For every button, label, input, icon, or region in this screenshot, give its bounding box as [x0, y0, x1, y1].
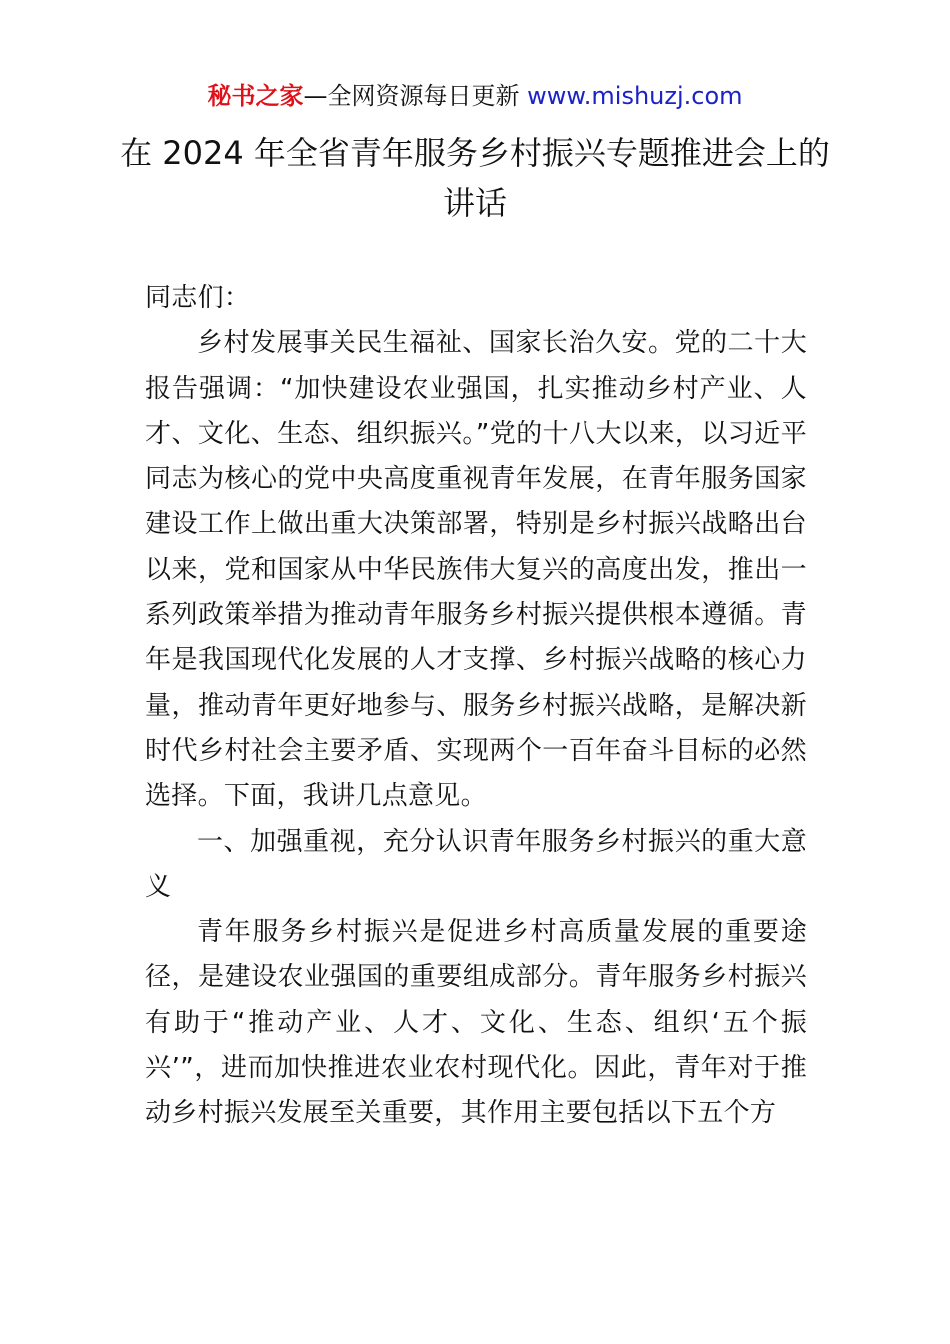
header-tagline: —全网资源每日更新	[303, 82, 520, 110]
body-paragraph: 乡村发展事关民生福祉、国家长治久安。党的二十大报告强调：“加快建设农业强国，扎实推动乡村产业、人才、文化、生态、组织振兴。”党的十八大以来，以习近平同志为核心的党中央高度重视青年发展，在青年服务国家建设工作上做出重大决策部署，特别是乡村振兴战略出台以来，党和国家从中华民族伟大复兴的高度出发，推出一系列政策举措为推动青年服务乡村振兴提供根本遵循。青年是我国现代化发展的人才支撑、乡村振兴战略的核心力量，推动青年更好地参与、服务乡村振兴战略，是解决新时代乡村社会主要矛盾、实现两个一百年奋斗目标的必然选择。下面，我讲几点意见。	[145, 328, 807, 812]
site-header-banner	[0, 80, 950, 112]
body-paragraph: 青年服务乡村振兴是促进乡村高质量发展的重要途径，是建设农业强国的重要组成部分。青年服务乡村振兴有助于“推动产业、人才、文化、生态、组织‘五个振兴’”，进而加快推进农业农村现代化。因此，青年对于推动乡村振兴发展至关重要，其作用主要包括以下五个方	[145, 917, 807, 1129]
salutation: 同志们：	[145, 283, 251, 313]
brand-name: 秘书之家	[207, 82, 304, 110]
document-body	[145, 276, 807, 1137]
document-title: 在 2024 年全省青年服务乡村振兴专题推进会上的讲话	[120, 134, 830, 222]
site-url-link[interactable]: www.mishuzj.com	[527, 82, 743, 110]
section-heading: 一、加强重视，充分认识青年服务乡村振兴的重大意义	[145, 826, 807, 902]
